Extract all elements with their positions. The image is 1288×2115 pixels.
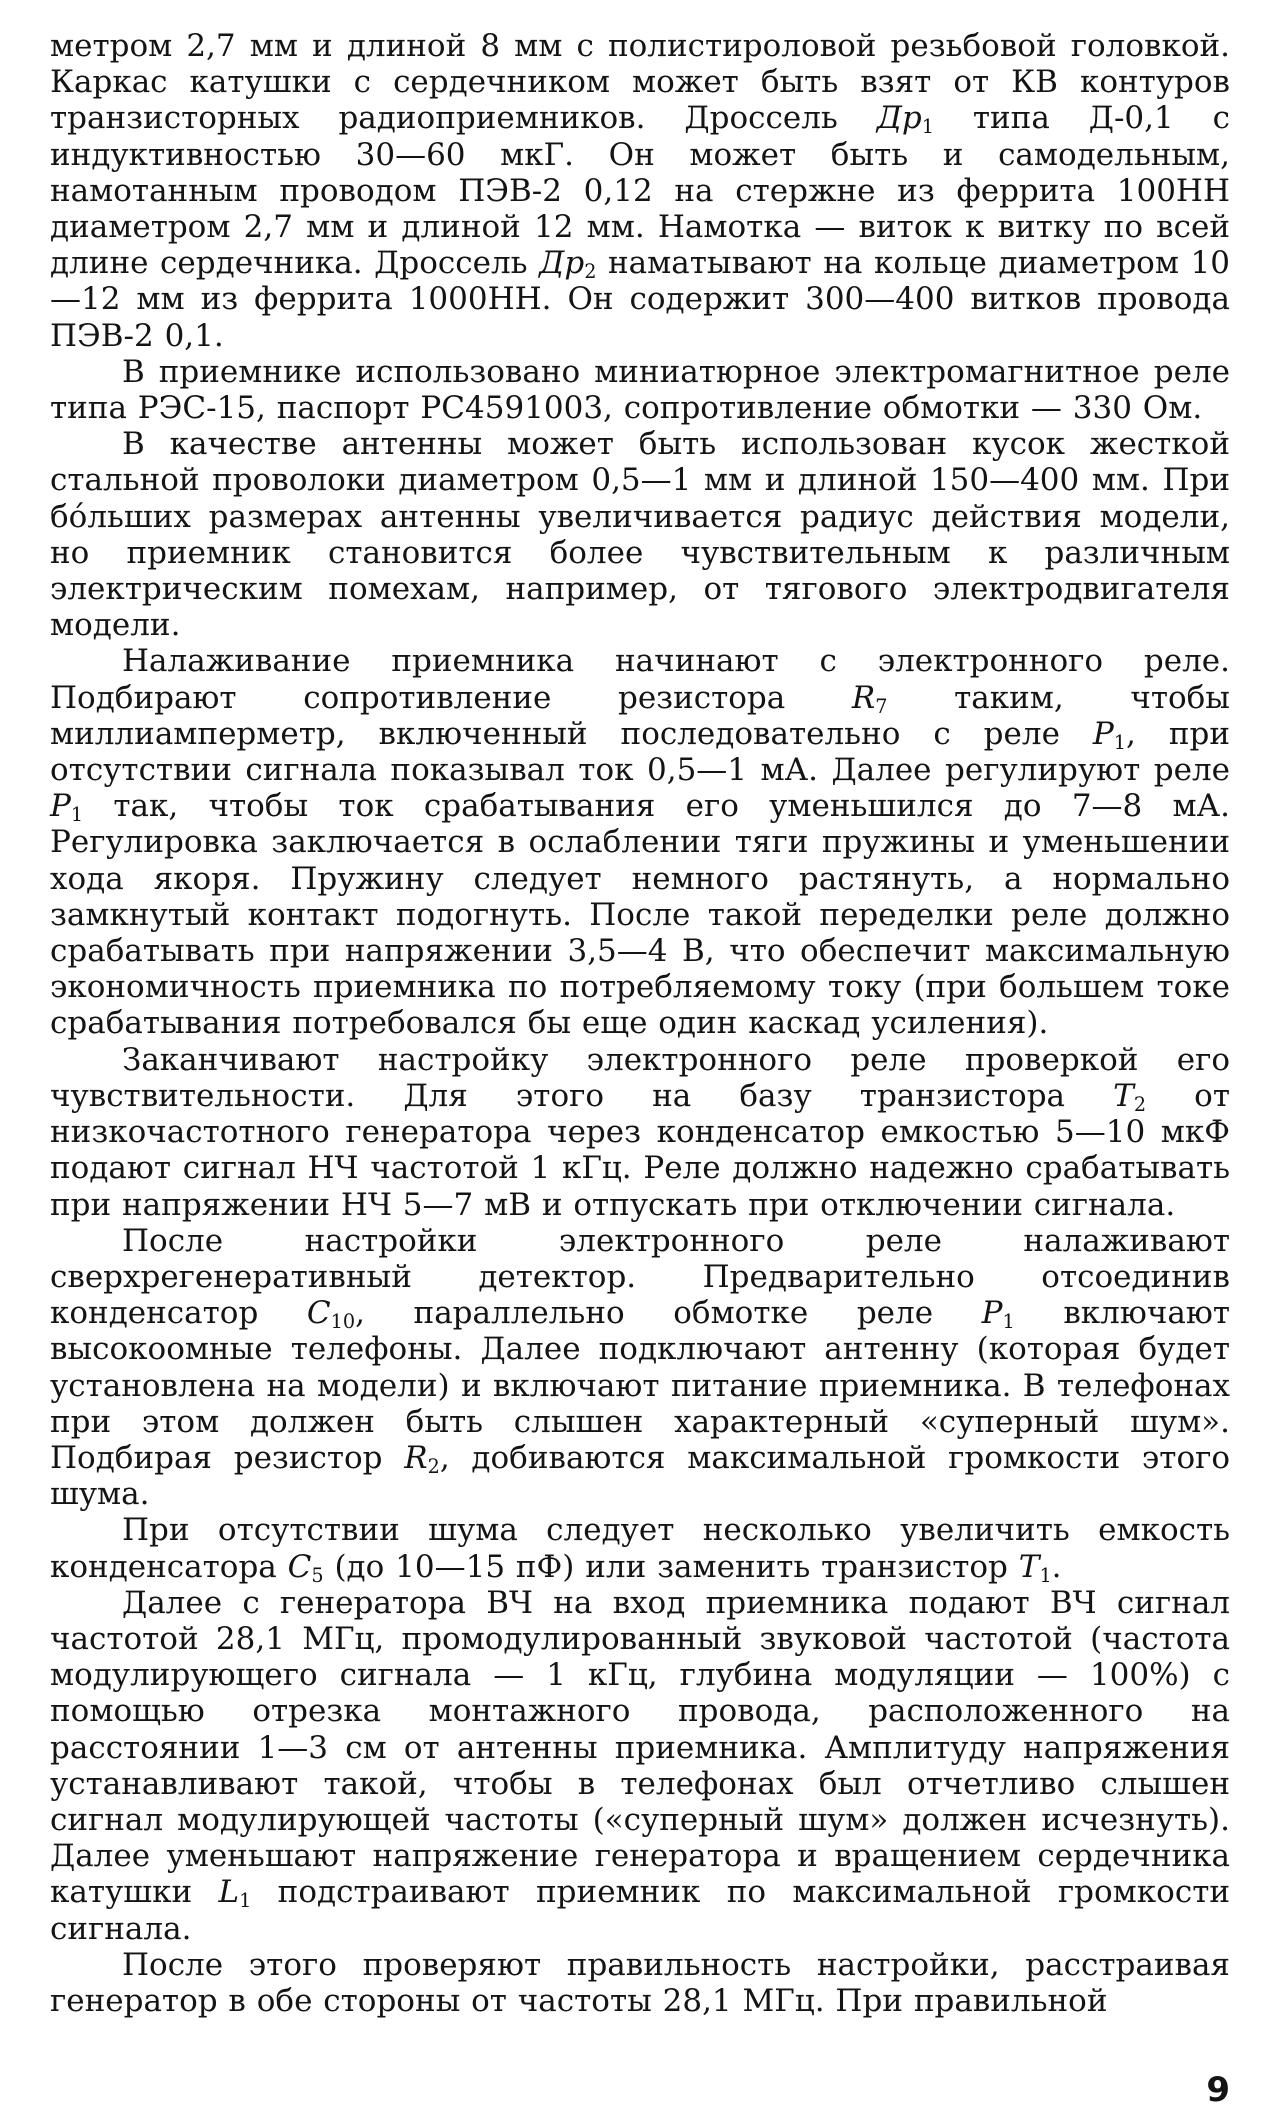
subscript: 1 bbox=[1039, 1563, 1052, 1587]
text-run: После этого проверяют правильность настройки, расстраивая генератор в обе стороны от частоты 28,1 МГц. При правильной bbox=[50, 1946, 1230, 2019]
text-run: . bbox=[1051, 1548, 1062, 1585]
subscript: 2 bbox=[1133, 1092, 1147, 1116]
italic-symbol: Р bbox=[981, 1295, 1003, 1332]
text-run: так, чтобы ток срабатывания его уменьшился до 7—8 мА. Регулировка заключается в ослаблении тяги пружины и уменьшении хода якоря. Пружину следует немного растянуть, а нормально замкнутый контакт подогнуть. После такой переделки реле должно срабатывать при напряжении 3,5—4 В, что обеспечит максимальную экономичность приемника по потребляемому току (при большем токе срабатывания потребовался бы еще один каскад усиления). bbox=[50, 788, 1230, 1042]
italic-symbol: Др bbox=[876, 100, 922, 137]
subscript: 2 bbox=[584, 260, 597, 284]
text-run: (до 10—15 пФ) или заменить транзистор bbox=[323, 1548, 1019, 1585]
text-run: В приемнике использовано миниатюрное электромагнитное реле типа РЭС-15, паспорт РС4591003, сопротивление обмотки — 330 Ом. bbox=[50, 353, 1230, 427]
text-run: типа Д-0,1 с индуктивностью 30—60 мкГ. Он может быть и самодельным, намотанным проводом ПЭВ-2 0,12 на стержне из феррита 100НН диаметром 2,7 мм и длиной 12 мм. Намотка — виток к витку по всей длине сердечника. Дроссель bbox=[50, 100, 1230, 282]
subscript: 5 bbox=[311, 1563, 324, 1587]
text-run: Далее с генератора ВЧ на вход приемника подают ВЧ сигнал частотой 28,1 МГц, промодулированный звуковой частотой (частота модулирующего сигнала — 1 кГц, глубина модуляции — 100%) с помощью отрезка монтажного провода, расположенного на расстоянии 1—3 см от антенны приемника. Амплитуду напряжения устанавливают такой, чтобы в телефонах был отчетливо слышен сигнал модулирующей частоты («суперный шум» должен исчезнуть). Далее уменьшают напряжение генератора и вращением сердечника катушки bbox=[50, 1584, 1230, 1911]
paragraph bbox=[50, 1585, 1230, 1947]
text-run: Налаживание приемника начинают с электронного реле. Подбирают сопротивление резистора bbox=[50, 643, 1230, 716]
paragraph bbox=[50, 643, 1230, 1041]
text-run: включают высокоомные телефоны. Далее подключают антенну (которая будет установлена на модели) и включают питание приемника. В телефонах при этом должен быть слышен характерный «суперный шум». Подбирая резистор bbox=[50, 1295, 1230, 1476]
page-body bbox=[50, 28, 1230, 2019]
text-run: , при отсутствии сигнала показывал ток 0,5—1 мА. Далее регулируют реле bbox=[50, 715, 1230, 789]
subscript: 1 bbox=[921, 115, 934, 139]
text-run: , параллельно обмотке реле bbox=[355, 1295, 982, 1332]
subscript: 1 bbox=[239, 1889, 252, 1913]
paragraph bbox=[50, 1512, 1230, 1587]
subscript: 7 bbox=[875, 694, 888, 718]
italic-symbol: R bbox=[851, 679, 876, 716]
text-run: После настройки электронного реле налаживают сверхрегенеративный детектор. Предварительно отсоединив конденсатор bbox=[50, 1222, 1230, 1332]
italic-symbol: L bbox=[218, 1874, 240, 1911]
text-run: подстраивают приемник по максимальной громкости сигнала. bbox=[50, 1874, 1230, 1947]
text-run: , добиваются максимальной громкости этого шума. bbox=[50, 1439, 1231, 1513]
text-run: Заканчивают настройку электронного реле проверкой его чувствительности. Для этого на базу транзистора bbox=[50, 1041, 1230, 1114]
italic-symbol: С bbox=[287, 1548, 312, 1585]
italic-symbol: Р bbox=[50, 788, 71, 825]
text-run: таким, чтобы миллиамперметр, включенный последовательно с реле bbox=[50, 679, 1230, 752]
paragraph bbox=[50, 28, 1230, 354]
text-column bbox=[50, 28, 1230, 2019]
italic-symbol: Т bbox=[1113, 1077, 1134, 1114]
subscript: 1 bbox=[1002, 1309, 1015, 1333]
page-number: 9 bbox=[1206, 2070, 1230, 2110]
paragraph bbox=[50, 354, 1230, 426]
italic-symbol: Р bbox=[1092, 715, 1114, 752]
italic-symbol: С bbox=[306, 1295, 331, 1332]
italic-symbol: Др bbox=[539, 245, 585, 282]
paragraph bbox=[50, 1042, 1230, 1223]
subscript: 1 bbox=[70, 803, 84, 827]
paragraph bbox=[50, 426, 1230, 643]
subscript: 1 bbox=[1113, 730, 1126, 754]
subscript: 2 bbox=[427, 1454, 440, 1478]
italic-symbol: Т bbox=[1018, 1548, 1040, 1585]
italic-symbol: R bbox=[404, 1439, 428, 1476]
text-run: метром 2,7 мм и длиной 8 мм с полистироловой резьбовой головкой. Каркас катушки с сердечником может быть взят от КВ контуров транзисторных радиоприемников. Дроссель bbox=[50, 28, 1230, 137]
paragraph bbox=[50, 1223, 1230, 1513]
subscript: 10 bbox=[330, 1309, 356, 1333]
text-run: от низкочастотного генератора через конденсатор емкостью 5—10 мкФ подают сигнал НЧ частотой 1 кГц. Реле должно надежно срабатывать при напряжении НЧ 5—7 мВ и отпускать при отключении сигнала. bbox=[50, 1077, 1230, 1223]
paragraph bbox=[50, 1947, 1230, 2019]
text-run: В качестве антенны может быть использован кусок жесткой стальной проволоки диаметром 0,5—1 мм и длиной 150—400 мм. При бóльших размерах антенны увеличивается радиус действия модели, но приемник становится более чувствительным к различным электрическим помехам, например, от тягового электродвигателя модели. bbox=[50, 426, 1230, 644]
text-run: наматывают на кольце диаметром 10—12 мм из феррита 1000НН. Он содержит 300—400 витков провода ПЭВ-2 0,1. bbox=[50, 245, 1230, 354]
text-run: При отсутствии шума следует несколько увеличить емкость конденсатора bbox=[50, 1512, 1230, 1585]
